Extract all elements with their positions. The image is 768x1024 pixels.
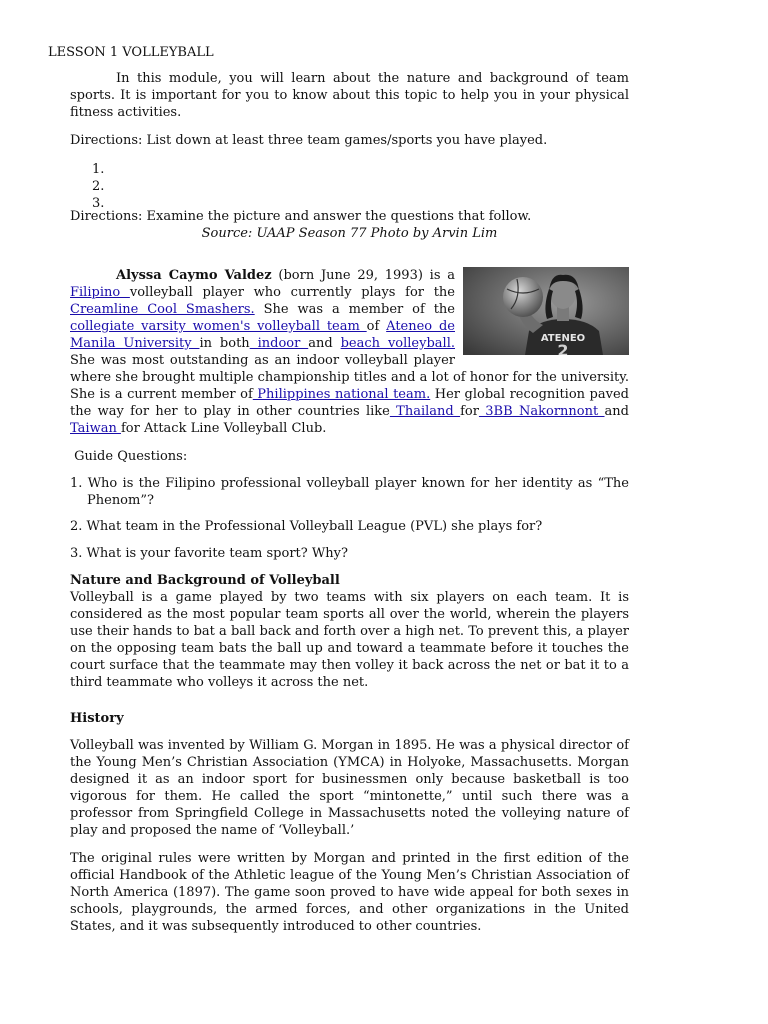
link-creamline[interactable]: Creamline Cool Smashers.: [70, 302, 255, 317]
history-paragraph-1: Volleyball was invented by William G. Morgan in 1895. He was a physical director of the Young Men’s Christian Association (YMCA) in Holyoke, Massachusetts. Morgan designed it as an indoor sport for businessmen only because basketball is too vigorous for them. He called the sport “mintonette,” until such there was a professor from Springfield College in Massachusetts noted the volleying nature of play and proposed the name of ‘Volleyball.’: [70, 738, 629, 838]
link-indoor[interactable]: indoor: [249, 336, 309, 351]
link-filipino[interactable]: Filipino: [70, 285, 130, 300]
link-thailand[interactable]: Thailand: [389, 404, 461, 419]
bio-text: in both: [199, 336, 250, 351]
guide-question-2-block: [70, 518, 629, 535]
list-item: 3.: [92, 196, 105, 211]
blank-answer-list: [70, 161, 629, 212]
bio-text: is a: [429, 268, 455, 283]
bio-text: and: [604, 404, 629, 419]
link-national-team[interactable]: Philippines national team.: [252, 387, 431, 402]
bio-text: of: [366, 319, 380, 334]
list-item: 2.: [92, 179, 105, 194]
history-p1-block: [70, 737, 629, 839]
guide-question-3-block: [70, 545, 629, 562]
link-beach-volleyball[interactable]: beach volleyball.: [340, 336, 455, 351]
player-photo: [463, 267, 629, 355]
guide-questions-block: [70, 448, 629, 465]
link-3bb-nakornnont[interactable]: 3BB Nakornnont: [478, 404, 605, 419]
link-taiwan[interactable]: Taiwan: [70, 421, 121, 436]
jersey-text: ATENEO: [540, 333, 586, 344]
directions-block: [70, 132, 629, 149]
bio-text: volleyball player who currently plays for the: [129, 285, 455, 300]
directions-list-sports: Directions: List down at least three team games/sports you have played.: [70, 133, 548, 148]
guide-question: 1. Who is the Filipino professional volleyball player known for her identity as “The Phenom”?: [70, 476, 629, 508]
nature-block: [70, 572, 629, 691]
directions-examine: Directions: Examine the picture and answer the questions that follow.: [70, 209, 532, 224]
history-p2-block: [70, 850, 629, 935]
intro-paragraph: In this module, you will learn about the nature and background of team sports. It is important for you to know about this topic to help you in your physical fitness activities.: [70, 71, 629, 120]
bio-block: [70, 267, 629, 437]
bio-text: Her global recognition paved the way for her to play in other countries like: [70, 387, 629, 419]
bio-text: She was most outstanding as an indoor volleyball player where she brought multiple championship titles and a lot of honor for the university. She is a current member of: [70, 353, 629, 402]
directions-examine-block: [70, 208, 629, 242]
guide-question: 3. What is your favorite team sport? Why?: [70, 546, 348, 561]
player-name: Alyssa Caymo Valdez: [116, 268, 272, 283]
blank-list-block: [70, 161, 629, 212]
intro-block: [70, 70, 629, 121]
history-paragraph-2: The original rules were written by Morgan and printed in the first edition of the official Handbook of the Athletic league of the Young Men’s Christian Association of North America (1897). The game soon proved to have wide appeal for both sexes in schools, playgrounds, the armed forces, and other organizations in the United States, and it was subsequently introduced to other countries.: [70, 851, 629, 934]
bio-text: She was a member of the: [254, 302, 456, 317]
link-collegiate-team[interactable]: collegiate varsity women's volleyball team: [70, 319, 367, 334]
nature-paragraph: Volleyball is a game played by two teams with six players on each team. It is considered as the most popular team sports all over the world, wherein the players use their hands to bat a ball back and forth over a high net. To prevent this, a player on the opposing team bats the ball up and toward a teammate before it touches the court surface that the teammate may then volley it back across the net or bat it to a third teammate who volleys it across the net.: [70, 590, 629, 690]
bio-text: for Attack Line Volleyball Club.: [120, 421, 327, 436]
guide-question: 2. What team in the Professional Volleyball League (PVL) she plays for?: [70, 519, 543, 534]
guide-questions-title: Guide Questions:: [70, 449, 188, 464]
section-heading-nature: Nature and Background of Volleyball: [70, 573, 340, 588]
lesson-title: LESSON 1 VOLLEYBALL: [48, 45, 214, 60]
section-heading-history: History: [70, 711, 124, 726]
bio-text: and: [308, 336, 333, 351]
link-ateneo[interactable]: Ateneo de Manila University: [70, 319, 455, 351]
birth-date: (born June 29, 1993): [278, 268, 423, 283]
history-heading-block: [70, 710, 629, 727]
list-item: 1.: [92, 162, 105, 177]
photo-source: Source: UAAP Season 77 Photo by Arvin Lim: [201, 226, 498, 241]
jersey-number: 2: [557, 341, 569, 355]
guide-question-1-block: [70, 475, 629, 509]
bio-text: for: [460, 404, 479, 419]
